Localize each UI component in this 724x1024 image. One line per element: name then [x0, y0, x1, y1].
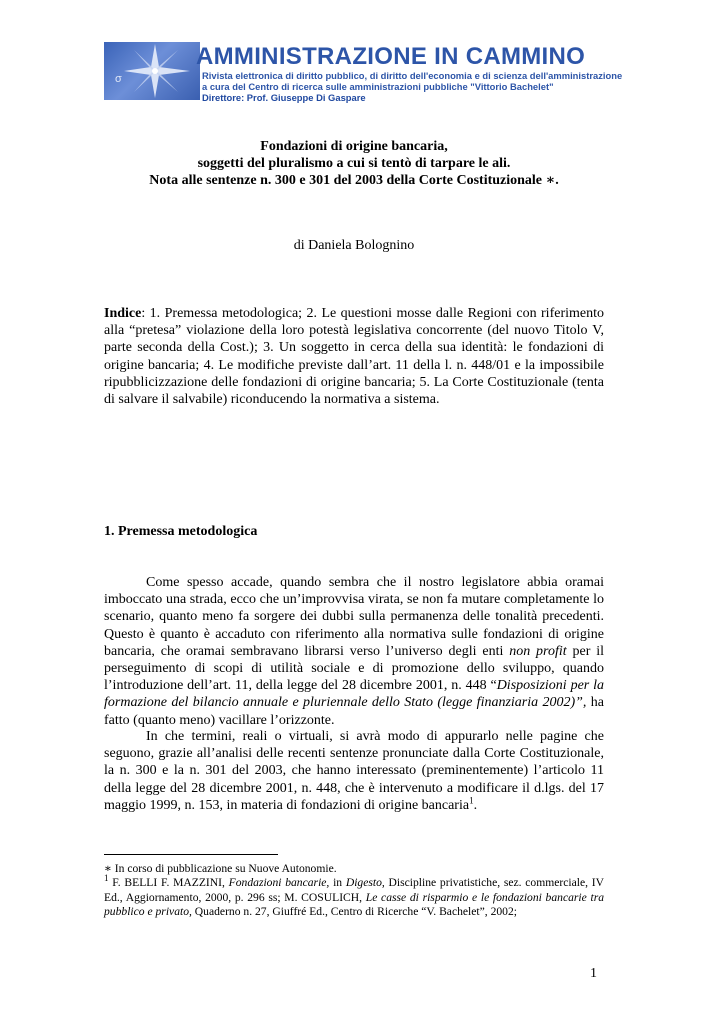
- journal-banner: [104, 42, 623, 103]
- title-line-3: Nota alle sentenze n. 300 e 301 del 2003 della Corte Costituzionale ∗.: [149, 173, 559, 188]
- section-heading: 1. Premessa metodologica: [104, 524, 258, 539]
- compass-star-icon: [112, 42, 198, 100]
- title-line-1: Fondazioni di origine bancaria,: [260, 139, 448, 154]
- fn1-italic-f: Le casse di risparmio e le fondazioni bancarie tra pubblico e privato,: [104, 890, 604, 919]
- fn1-text-a: F. BELLI F. MAZZINI,: [108, 876, 229, 890]
- p1-italic-law-title: Disposizioni per la formazione del bilancio annuale e pluriennale dello Stato (legge finanziaria 2002)”,: [104, 678, 604, 711]
- p1-text-c: per il perseguimento di scopi di utilità sociale e di promozione dello sviluppo, quando l’introduzione dell’art. 11, della legge del 28 dicembre 2001, n. 448 “: [104, 643, 605, 694]
- banner-subtitle: Rivista elettronica di diritto pubblico, di diritto dell'economia e di scienza dell'amministrazione: [202, 70, 623, 81]
- article-title: [104, 138, 604, 189]
- banner-title: AMMINISTRAZIONE IN CAMMINO: [196, 43, 586, 70]
- fn1-text-g: Quaderno n. 27, Giuffré Ed., Centro di Ricerche “V. Bachelet”, 2002;: [191, 905, 517, 919]
- fn1-italic-b: Fondazioni bancarie,: [228, 876, 330, 890]
- title-line-2: soggetti del pluralismo a cui si tentò di tarpare le ali.: [197, 156, 511, 171]
- footnote-1-number: 1: [104, 873, 109, 884]
- table-of-contents: [104, 305, 604, 408]
- p1-italic-nonprofit: non profit: [509, 643, 567, 659]
- footnote-divider: [104, 854, 278, 855]
- p1-text-a: Come spesso accade, quando sembra che il nostro legislatore abbia oramai imboccato una strada, ecco che un’improvvisa virata, se non fa mutare completamente lo scenario, quanto meno fa sorgere dei dubbi sulla permanenza delle tonalità precedenti. Questo è quanto è accaduto con riferimento alla normativa sulle fondazioni di origine bancaria, che oramai sembravano librarsi verso l’universo degli enti: [104, 575, 604, 659]
- footnote-star: ∗ In corso di pubblicazione su Nuove Autonomie.: [104, 862, 337, 875]
- indice-label: Indice: [104, 306, 142, 321]
- footnote-ref-1[interactable]: 1: [469, 795, 474, 806]
- footnote-1: [104, 873, 605, 919]
- banner-director: Direttore: Prof. Giuseppe Di Gaspare: [202, 92, 366, 103]
- indice-text: : 1. Premessa metodologica; 2. Le questioni mosse dalle Regioni con riferimento alla “pretesa” violazione della loro potestà legislativa concorrente (del nuovo Titolo V, parte seconda della Cost.); 3. Un soggetto in cerca della sua identità: le fondazioni di origine bancaria; 4. Le modifiche previste dall’art. 11 della l. n. 448/01 e la impossibile ripubblicizzazione delle fondazioni di origine bancaria; 5. La Corte Costituzionale (tenta di salvare il salvabile) riconducendo la normativa a sistema.: [104, 306, 604, 408]
- p2-end: .: [473, 797, 478, 813]
- body-paragraph-1: [104, 574, 604, 729]
- svg-text:σ: σ: [115, 73, 122, 85]
- fn1-text-c: in: [329, 876, 346, 890]
- banner-curator: a cura del Centro di ricerca sulle amministrazioni pubbliche "Vittorio Bachelet": [202, 81, 554, 92]
- body-paragraph-2: [104, 728, 604, 814]
- article-author: di Daniela Bolognino: [293, 238, 415, 253]
- fn1-italic-d: Digesto,: [345, 876, 385, 890]
- p1-text-e: ha fatto (quanto meno) vacillare l’orizzonte.: [104, 695, 604, 728]
- page-number: 1: [590, 966, 597, 981]
- fn1-text-e: Discipline privatistiche, sez. commerciale, IV Ed., Aggiornamento, 2000, p. 296 ss; M. COSULICH,: [104, 876, 605, 904]
- footnotes: [104, 862, 604, 920]
- p2-text: In che termini, reali o virtuali, si avrà modo di appurarlo nelle pagine che seguono, grazie all’analisi delle recenti sentenze pronunciate dalla Corte Costituzionale, la n. 300 e la n. 301 del 2003, che hanno interessato (preminentemente) l’articolo 11 della legge del 28 dicembre 2001, n. 448, che è intervenuto a modificare il d.lgs. del 17 maggio 1999, n. 153, in materia di fondazioni di origine bancaria: [104, 729, 604, 813]
